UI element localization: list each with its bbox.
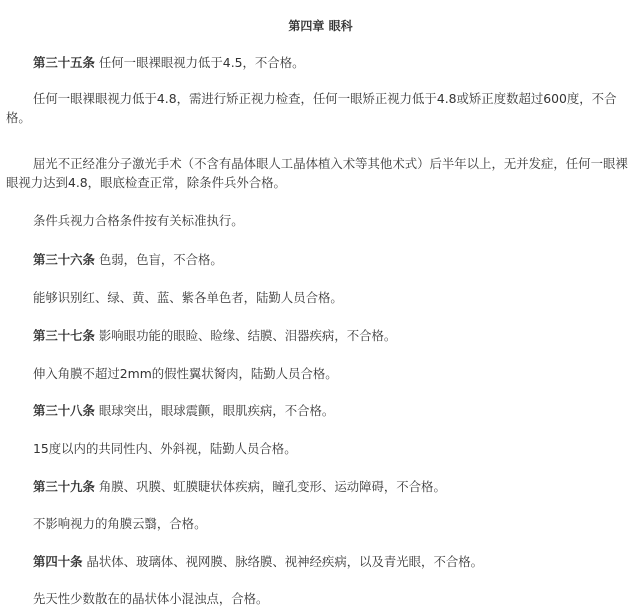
paragraph-text: 能够识别红、绿、黄、蓝、紫各单色者，陆勤人员合格。 bbox=[33, 290, 343, 305]
paragraph bbox=[6, 401, 635, 420]
paragraph bbox=[6, 326, 635, 345]
paragraph-text: 条件兵视力合格条件按有关标准执行。 bbox=[33, 213, 244, 228]
paragraph bbox=[6, 364, 635, 383]
article-number: 第三十八条 bbox=[33, 403, 95, 418]
paragraph bbox=[6, 250, 635, 269]
paragraph-text: 影响眼功能的眼睑、睑缘、结膜、泪器疾病，不合格。 bbox=[98, 328, 397, 343]
article-number: 第三十七条 bbox=[33, 328, 95, 343]
paragraph-text: 伸入角膜不超过2mm的假性翼状胬肉，陆勤人员合格。 bbox=[33, 366, 338, 381]
paragraph-text: 色弱，色盲，不合格。 bbox=[98, 252, 223, 267]
paragraph-text: 晶状体、玻璃体、视网膜、脉络膜、视神经疾病，以及青光眼，不合格。 bbox=[86, 554, 484, 569]
paragraph bbox=[6, 154, 635, 192]
paragraph-text: 任何一眼裸眼视力低于4.8，需进行矫正视力检查，任何一眼矫正视力低于4.8或矫正度数超过600度，不合格。 bbox=[6, 91, 617, 125]
paragraph-text: 不影响视力的角膜云翳，合格。 bbox=[33, 516, 207, 531]
paragraph-text: 15度以内的共同性内、外斜视，陆勤人员合格。 bbox=[33, 441, 297, 456]
paragraph-text: 角膜、巩膜、虹膜睫状体疾病，瞳孔变形、运动障碍，不合格。 bbox=[98, 479, 446, 494]
article-number: 第三十五条 bbox=[33, 55, 95, 70]
paragraph bbox=[6, 439, 635, 458]
paragraph-text: 屈光不正经准分子激光手术（不含有晶体眼人工晶体植入术等其他术式）后半年以上，无并发症，任何一眼裸眼视力达到4.8，眼底检查正常，除条件兵外合格。 bbox=[6, 156, 628, 190]
article-number: 第三十六条 bbox=[33, 252, 95, 267]
article-number: 第四十条 bbox=[33, 554, 83, 569]
paragraph bbox=[6, 288, 635, 307]
paragraph bbox=[6, 514, 635, 533]
article-number: 第三十九条 bbox=[33, 479, 95, 494]
paragraph bbox=[6, 211, 635, 230]
paragraph bbox=[6, 552, 635, 571]
paragraph bbox=[6, 89, 635, 127]
paragraph bbox=[6, 477, 635, 496]
paragraph-text: 先天性少数散在的晶状体小混浊点，合格。 bbox=[33, 591, 269, 606]
paragraph-text: 任何一眼裸眼视力低于4.5，不合格。 bbox=[98, 55, 305, 70]
paragraph bbox=[6, 53, 635, 72]
paragraph-text: 眼球突出，眼球震颤，眼肌疾病，不合格。 bbox=[98, 403, 335, 418]
chapter-title: 第四章 眼科 bbox=[288, 19, 353, 33]
paragraph bbox=[6, 589, 635, 608]
